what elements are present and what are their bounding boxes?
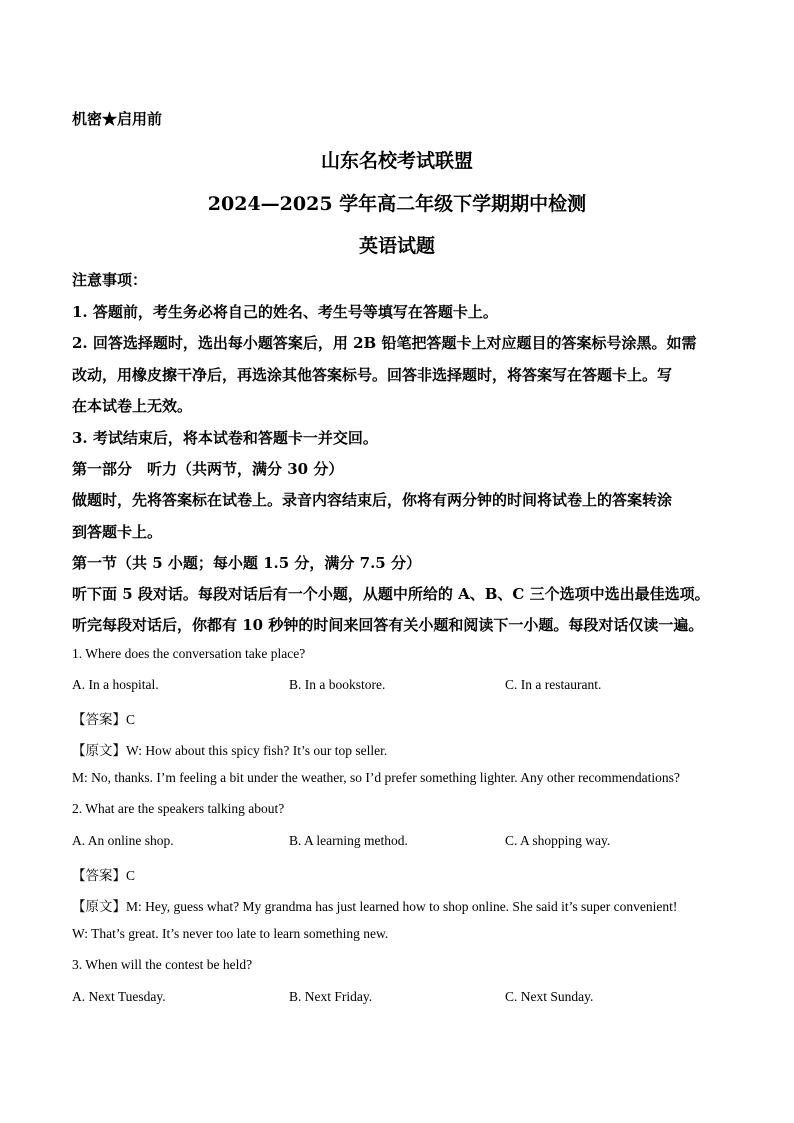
part-1-instructions-line-2: 到答题卡上。 (72, 523, 163, 541)
part-1-instructions-line-1: 做题时，先将答案标在试卷上。录音内容结束后，你将有两分钟的时间将试卷上的答案转涂 (72, 491, 673, 509)
question-2-option-a: A. An online shop. (72, 833, 174, 848)
question-1-answer: 【答案】C (72, 712, 136, 727)
question-3-option-b: B. Next Friday. (289, 989, 373, 1004)
part-1-title: 第一部分 听力（共两节，满分 30 分） (72, 460, 344, 478)
question-2-stem: 2. What are the speakers talking about? (72, 801, 285, 816)
section-1-title: 第一节（共 5 小题；每小题 1.5 分，满分 7.5 分） (72, 554, 421, 572)
note-item-2-line-1: 2. 回答选择题时，选出每小题答案后，用 2B 铅笔把答题卡上对应题目的答案标号涂黑。如需 (72, 334, 697, 352)
section-1-instructions-line-2: 听完每段对话后，你都有 10 秒钟的时间来回答有关小题和阅读下一小题。每段对话仅读一遍。 (72, 616, 704, 634)
question-1-script-line-1: 【原文】W: How about this spicy fish? It’s our top seller. (72, 743, 388, 758)
note-item-2-line-3: 在本试卷上无效。 (72, 397, 193, 415)
question-2-script-line-1: 【原文】M: Hey, guess what? My grandma has just learned how to shop online. She said it’s super convenient! (72, 899, 678, 914)
question-3-option-a: A. Next Tuesday. (72, 989, 166, 1004)
subject-title: 英语试题 (358, 235, 435, 257)
question-1-option-c: C. In a restaurant. (505, 677, 602, 692)
note-item-1: 1. 答题前，考生务必将自己的姓名、考生号等填写在答题卡上。 (72, 303, 498, 321)
question-2-script-line-2: W: That’s great. It’s never too late to learn something new. (72, 926, 389, 941)
question-1-option-a: A. In a hospital. (72, 677, 159, 692)
section-1-instructions-line-1: 听下面 5 段对话。每段对话后有一个小题，从题中所给的 A、B、C 三个选项中选出最佳选项。 (72, 585, 710, 603)
question-2-option-b: B. A learning method. (289, 833, 408, 848)
question-1-stem: 1. Where does the conversation take place? (72, 646, 306, 661)
question-1-script-line-2: M: No, thanks. I’m feeling a bit under the weather, so I’d prefer something lighter. Any other recommendations? (72, 770, 680, 785)
confidential-label: 机密★启用前 (72, 110, 163, 128)
organization-title: 山东名校考试联盟 (320, 150, 473, 172)
question-3-stem: 3. When will the contest be held? (72, 957, 253, 972)
question-2-option-c: C. A shopping way. (505, 833, 611, 848)
exam-title: 2024—2025 学年高二年级下学期期中检测 (207, 193, 587, 215)
question-3-option-c: C. Next Sunday. (505, 989, 594, 1004)
note-item-3: 3. 考试结束后，将本试卷和答题卡一并交回。 (72, 429, 378, 447)
question-2-answer: 【答案】C (72, 868, 136, 883)
question-1-option-b: B. In a bookstore. (289, 677, 386, 692)
notes-heading: 注意事项： (72, 271, 148, 289)
note-item-2-line-2: 改动，用橡皮擦干净后，再选涂其他答案标号。回答非选择题时，将答案写在答题卡上。写 (72, 366, 673, 384)
